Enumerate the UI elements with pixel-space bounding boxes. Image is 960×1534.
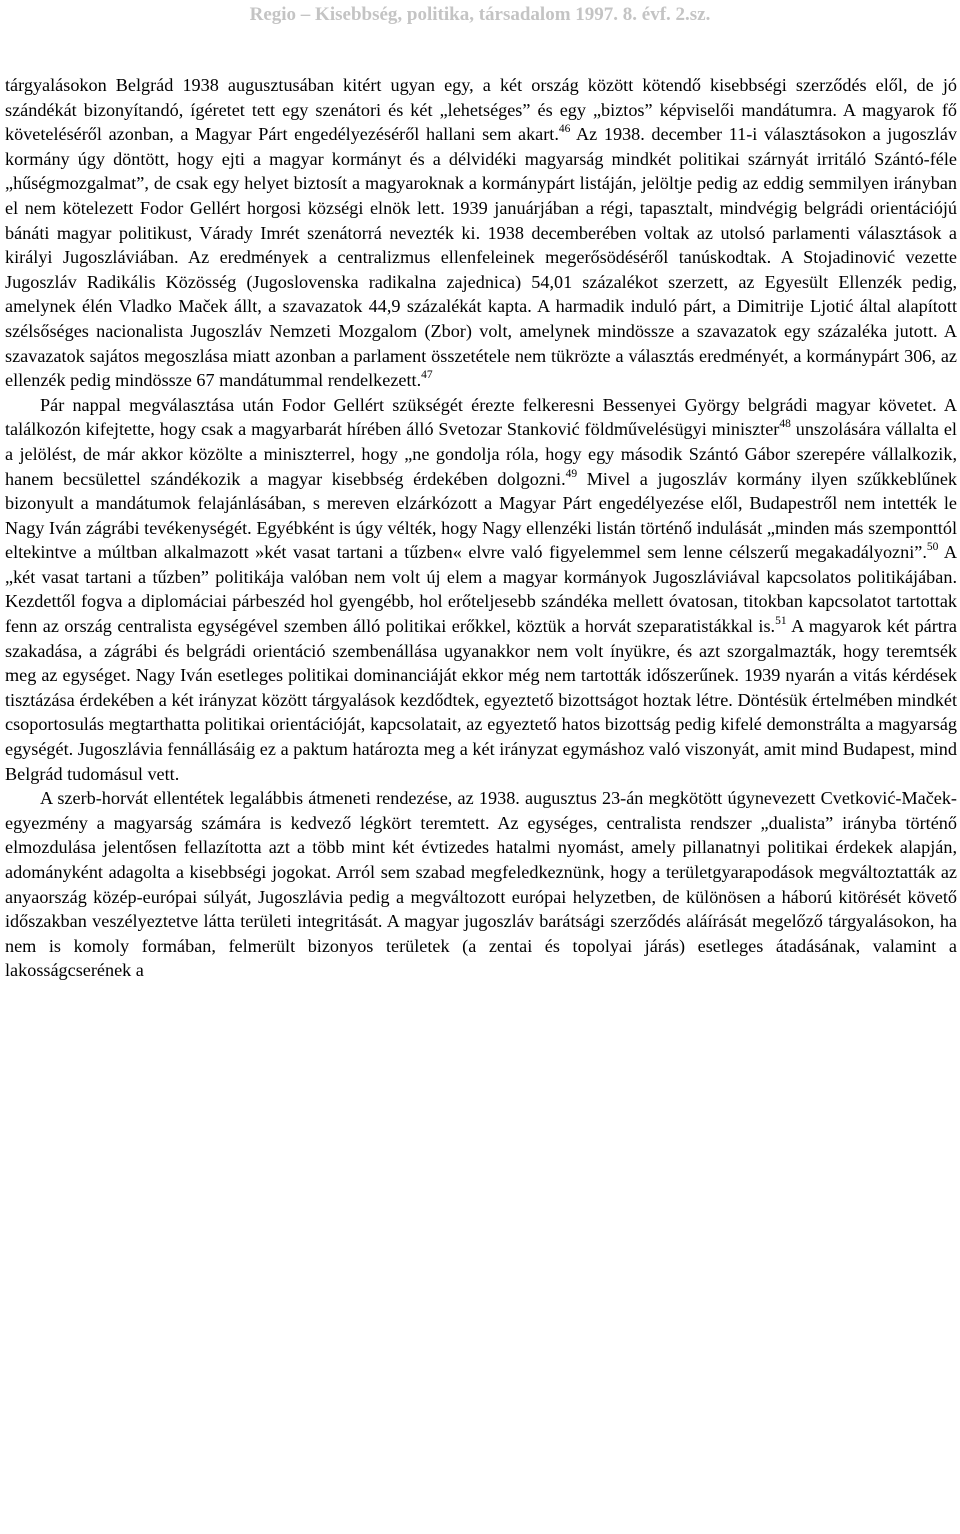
text-run: A magyarok két pártra szakadása, a zágrábi és belgrádi orientáció szembenállása ugyanakkor nem volt ínyükre, és azt szorgalmazták, hogy teremtsék meg az egységet. Nagy Iván esetleges politikai dominanciáját ekkor még nem tartották időszerűnek. 1939 nyarán a vitás kérdések tisztázása érdekében a két irányzat között tárgyalások kezdődtek, egyeztető bizottságot hoztak létre. Döntésük értelmében mindkét csoportosulás megtarthatta politikai orientációját, kapcsolatait, az egyeztető hatos bizottság pedig kifelé demonstrálta a magyarság egységét. Jugoszlávia fennállásáig ez a paktum határozta meg a két irányzat egymáshoz való viszonyát, amit mind Budapest, mind Belgrád tudomásul vett. (5, 616, 957, 784)
footnote-ref: 49 (565, 467, 578, 480)
footnote-ref: 47 (421, 369, 433, 382)
paragraph (5, 73, 957, 393)
text-run: Pár nappal megválasztása után Fodor Gellért szükségét érezte felkeresni Bessenyei György belgrádi magyar követet. A találkozón kifejtette, hogy csak a magyarbarát hírében álló Svetozar Stanković földművelésügyi miniszter (5, 394, 957, 440)
text-run: Az 1938. december 11-i választásokon a jugoszláv kormány úgy döntött, hogy ejti a magyar kormányt és a délvidéki magyarság mindkét politikai szárnyát irritáló Szántó-féle „hűségmozgalmat”, de csak egy helyet biztosít a magyaroknak a kormánypárt listáján, jelöltje pedig az eddig semmilyen irányban el nem kötelezett Fodor Gellért horgosi községi elnök lett. 1939 januárjában a régi, tapasztalt, mindvégig belgrádi orientációjú bánáti magyar politikust, Várady Imrét szenátorrá nevezték ki. 1938 decemberében voltak az utolsó parlamenti választások a királyi Jugoszláviában. Az eredmények a centralizmus ellenfeleinek megerősödéséről tanúskodtak. A Stojadinović vezette Jugoszláv Radikális Közösség (Jugoslovenska radikalna zajednica) 54,01 százalékot szerzett, az Egyesült Ellenzék pedig, amelynek élén Vladko Maček állt, a szavazatok 44,9 százalékát kapta. A harmadik induló párt, a Dimitrije Ljotić által alapított szélsőséges nacionalista Jugoszláv Nemzeti Mozgalom (Zbor) volt, amelynek mindössze a szavazatok egy százaléka jutott. A szavazatok sajátos megoszlása miatt azonban a parlament összetétele nem tükrözte a választás eredményét, a kormánypárt 306, az ellenzék pedig mindössze 67 mandátummal rendelkezett. (5, 124, 957, 391)
footnote-ref: 46 (558, 123, 571, 136)
paragraph (5, 786, 957, 983)
paragraph (5, 393, 957, 787)
text-run: unszolására vállalta el a jelölést, de már akkor közölte a miniszterrel, hogy „ne gondolja róla, hogy egy második Szántó Gábor szerepére vállalkozik, hanem becsülettel szándékozik a magyar kisebbség érdekében dolgozni. (5, 419, 957, 489)
footnote-ref: 48 (779, 418, 791, 431)
body-text (5, 73, 957, 983)
text-run: A „két vasat tartani a tűzben” politikája valóban nem volt új elem a magyar kormányok Jugoszláviával kapcsolatos politikájában. Kezdettől fogva a diplomáciai párbeszéd hol gyengébb, hol erőteljesebb szándéka mellett óvatosan, titokban kapcsolatot tartottak fenn az ország centralista egységével szemben álló politikai erőkkel, köztük a horvát szeparatistákkal is. (5, 542, 957, 637)
text-run: Mivel a jugoszláv kormány ilyen szűkkeblűnek bizonyult a mandátumok felajánlásában, s mereven elzárkózott a Magyar Párt engedélyezése elől, Budapestről nem intették le Nagy Iván zágrábi tevékenységét. Egyébként is úgy vélték, hogy Nagy ellenzéki listán történő indulását „minden más szemponttól eltekintve a múltban alkalmazott »két vasat tartani a tűzben« elvre való figyelemmel sem lenne célszerű megakadályozni”. (5, 468, 957, 563)
running-header: Regio – Kisebbség, politika, társadalom 1997. 8. évf. 2.sz. (249, 4, 711, 25)
footnote-ref: 51 (775, 615, 787, 628)
text-run: A szerb-horvát ellentétek legalábbis átmeneti rendezése, az 1938. augusztus 23-án megkötött úgynevezett Cvetković-Maček-egyezmény a magyarság számára is kedvező légkört teremtett. Az egységes, centralista rendszer „dualista” irányba történő elmozdulása jelentősen fellazította azt a több mint két évtizedes hatalmi nyomást, amely pillanatnyi politikai érdekek alapján, adományként adagolta a kisebbségi jogokat. Arról sem szabad megfeledkeznünk, hogy a területgyarapodások megváltoztatták az anyaország közép-európai súlyát, Jugoszlávia pedig a megváltozott európai helyzetben, de különösen a háború kitörését követő időszakban veszélyeztetve látta területi integritását. A magyar jugoszláv barátsági szerződés aláírását megelőző tárgyalásokon, ha nem is komoly formában, felmerült bizonyos területek (a zentai és topolyai járás) esetleges átadásának, valamint a lakosságcserének a (5, 788, 957, 981)
text-run: tárgyalásokon Belgrád 1938 augusztusában kitért ugyan egy, a két ország között kötendő kisebbségi szerződés elől, de jó szándékát bizonyítandó, ígéretet tett egy szenátori és két „lehetséges” és egy „biztos” képviselői mandátumra. A magyarok fő követeléséről azonban, a Magyar Párt engedélyezéséről hallani sem akart. (5, 75, 957, 145)
footnote-ref: 50 (926, 541, 939, 554)
